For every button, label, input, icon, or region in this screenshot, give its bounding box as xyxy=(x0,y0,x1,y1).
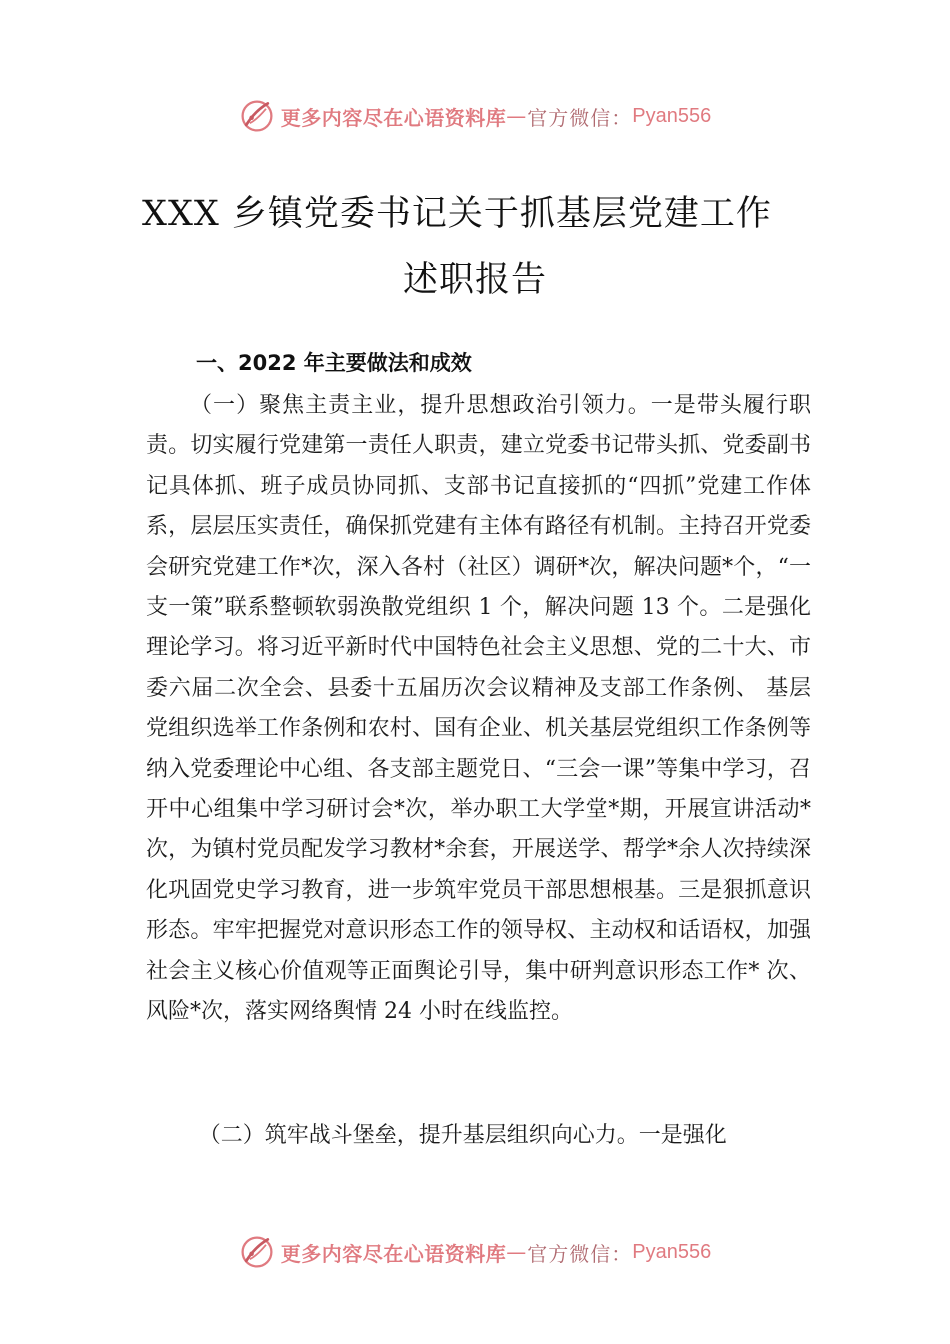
body-paragraph-2: （二）筑牢战斗堡垒，提升基层组织向心力。一是强化 xyxy=(198,1123,727,1148)
watermark-main-text: 更多内容尽在心语资料库 xyxy=(280,105,507,130)
watermark-label: 官方微信： xyxy=(527,105,633,130)
brush-logo-icon xyxy=(239,98,275,134)
section-heading: 一、2022 年主要做法和成效 xyxy=(196,351,472,375)
watermark-main-text: 更多内容尽在心语资料库 xyxy=(280,1241,507,1266)
watermark-separator: — xyxy=(506,1240,528,1264)
watermark-wechat-id: Pyan556 xyxy=(632,104,712,127)
document-title-line2: 述职报告 xyxy=(402,260,547,300)
document-title-line1: XXX 乡镇党委书记关于抓基层党建工作 xyxy=(142,194,772,234)
watermark-banner-bottom xyxy=(0,1230,950,1274)
watermark-separator: — xyxy=(506,104,528,128)
brush-logo-icon xyxy=(239,1234,275,1270)
watermark-label: 官方微信： xyxy=(527,1241,633,1266)
body-paragraph-1: （一）聚焦主责主业，提升思想政治引领力。一是带头履行职责。切实履行党建第一责任人职责，建立党委书记带头抓、党委副书记具体抓、班子成员协同抓、支部书记直接抓的“四抓”党建工作体系，层层压实责任，确保抓党建有主体有路径有机制。主持召开党委会研究党建工作*次，深入各村（社区）调研*次，解决问题*个，“一支一策”联系整顿软弱涣散党组织 1 个，解决问题 13 个。二是强化理论学习。将习近平新时代中国特色社会主义思想、党的二十大、市委六届二次全会、县委十五届历次会议精神及支部工作条例、 基层党组织选举工作条例和农村、国有企业、机关基层党组织工作条例等纳入党委理论中心组、各支部主题党日、“三会一课”等集中学习，召开中心组集中学习研讨会*次，举办职工大学堂*期，开展宣讲活动*次，为镇村党员配发学习教材*余套，开展送学、帮学*余人次持续深化巩固党史学习教育，进一步筑牢党员干部思想根基。三是狠抓意识形态。牢牢把握党对意识形态工作的领导权、主动权和话语权，加强社会主义核心价值观等正面舆论引导，集中研判意识形态工作* 次、风险*次，落实网络舆情 24 小时在线监控。 xyxy=(146,393,811,1025)
watermark-banner-top xyxy=(0,94,950,138)
watermark-wechat-id: Pyan556 xyxy=(632,1240,712,1263)
